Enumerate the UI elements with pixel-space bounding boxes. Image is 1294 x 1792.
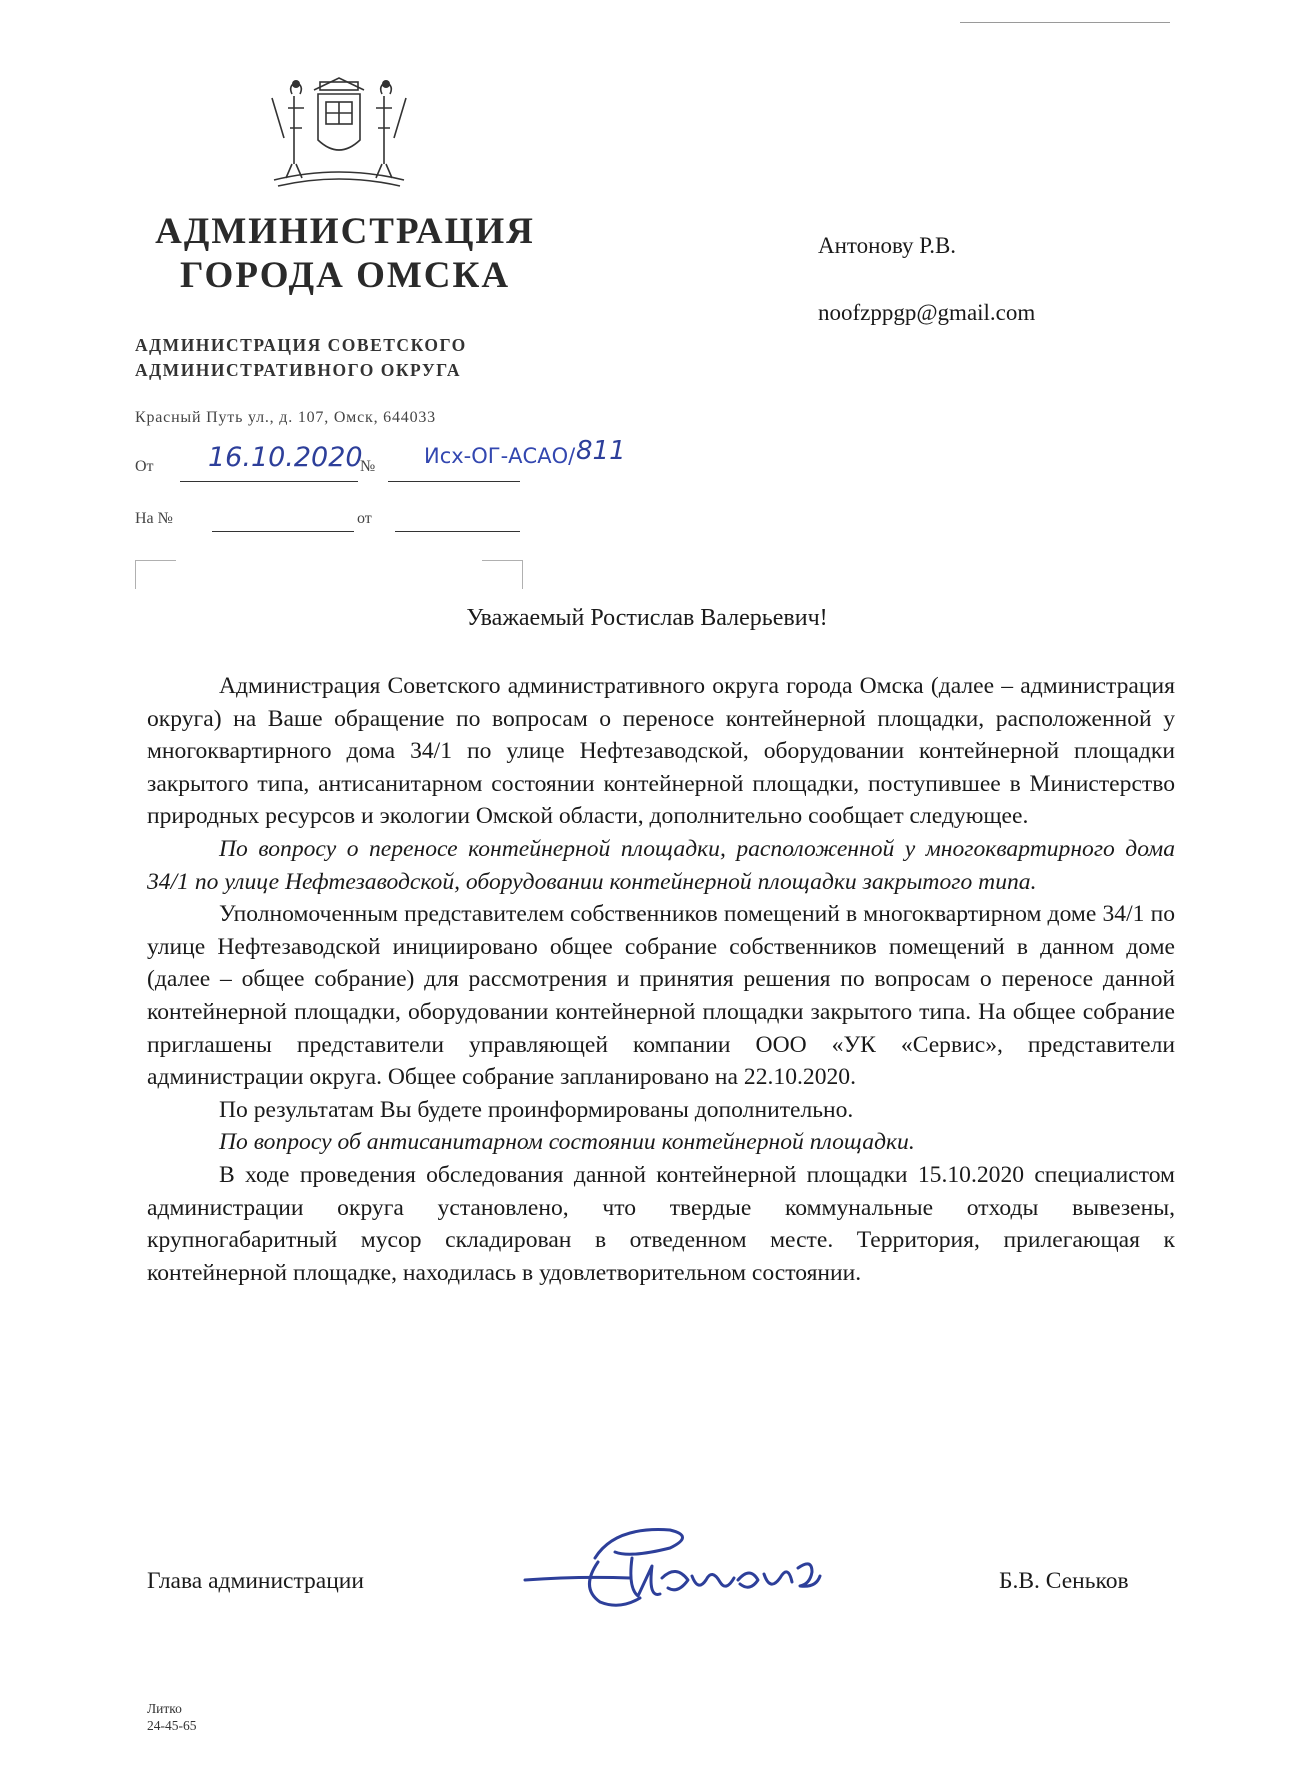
number-underline xyxy=(388,480,520,482)
handwritten-signature xyxy=(520,1518,850,1628)
organization-title xyxy=(135,210,555,298)
greeting: Уважаемый Ростислав Валерьевич! xyxy=(466,605,828,631)
coat-of-arms-emblem xyxy=(254,68,424,196)
address-corner-left xyxy=(135,560,176,589)
sub-organization xyxy=(135,333,535,383)
recipient-name: Антонову Р.В. xyxy=(818,233,957,258)
executor-name: Литко xyxy=(147,1701,182,1716)
body-paragraph: Администрация Советского административного округа города Омска (далее – администрация округа) на Ваше обращение по вопросам о переносе контейнерной площадки, расположенной у многоквартирного дома 34/1 по улице Нефтезаводской, оборудовании контейнерной площадки закрытого типа, антисанитарном состоянии контейнерной площадки, поступившее в Министерство природных ресурсов и экологии Омской области, дополнительно сообщает следующее. xyxy=(147,673,1175,830)
body-paragraph-italic: По вопросу о переносе контейнерной площадки, расположенной у многоквартирного дома 34/1 по улице Нефтезаводской, оборудовании контейнерной площадки закрытого типа. xyxy=(147,835,1175,895)
org-address: Красный Путь ул., д. 107, Омск, 644033 xyxy=(135,409,436,426)
signer-role: Глава администрации xyxy=(147,1568,364,1594)
number-handwritten: 811 xyxy=(576,436,626,466)
body-paragraph-italic: По вопросу об антисанитарном состоянии контейнерной площадки. xyxy=(219,1129,915,1156)
address-corner-right xyxy=(482,560,523,589)
from-label: От xyxy=(135,458,154,475)
outgoing-reg-line xyxy=(135,458,154,476)
executor-phone: 24-45-65 xyxy=(147,1718,197,1733)
number-label: № xyxy=(360,458,376,475)
reply-date-underline xyxy=(395,530,520,532)
reply-number-underline xyxy=(212,530,354,532)
executor-info xyxy=(147,1700,197,1734)
sub-org-line2: АДМИНИСТРАТИВНОГО ОКРУГА xyxy=(135,360,462,380)
number-stamp: Исх-ОГ-АСАО/ xyxy=(424,444,576,468)
body-paragraph: В ходе проведения обследования данной контейнерной площадки 15.10.2020 специалистом администрации округа установлено, что твердые коммунальные отходы вывезены, крупногабаритный мусор складирован в отведенном месте. Территория, прилегающая к контейнерной площадке, находилась в удовлетворительном состоянии. xyxy=(147,1161,1175,1286)
date-underline xyxy=(180,480,358,482)
body-paragraph: По результатам Вы будете проинформированы дополнительно. xyxy=(219,1096,854,1123)
org-title-line2: ГОРОДА ОМСКА xyxy=(179,255,511,296)
reply-label: На № xyxy=(135,510,173,527)
body-paragraph: Уполномоченным представителем собственников помещений в многоквартирном доме 34/1 по улице Нефтезаводской инициировано общее собрание собственников помещений в данном доме (далее – общее собрание) для рассмотрения и принятия решения по вопросам о переносе данной контейнерной площадки, оборудовании контейнерной площадки закрытого типа. На общее собрание приглашены представители управляющей компании ООО «УК «Сервис», представители администрации округа. Общее собрание запланировано на 22.10.2020. xyxy=(147,901,1175,1091)
scan-edge-line xyxy=(960,22,1170,23)
org-title-line1: АДМИНИСТРАЦИЯ xyxy=(155,211,535,252)
date-handwritten: 16.10.2020 xyxy=(208,442,363,473)
sub-org-line1: АДМИНИСТРАЦИЯ СОВЕТСКОГО xyxy=(135,335,467,355)
reply-from-label: от xyxy=(357,510,372,527)
letter-body xyxy=(147,670,1175,1289)
signer-name: Б.В. Сеньков xyxy=(999,1568,1129,1594)
recipient-email: noofzppgp@gmail.com xyxy=(818,300,1036,325)
